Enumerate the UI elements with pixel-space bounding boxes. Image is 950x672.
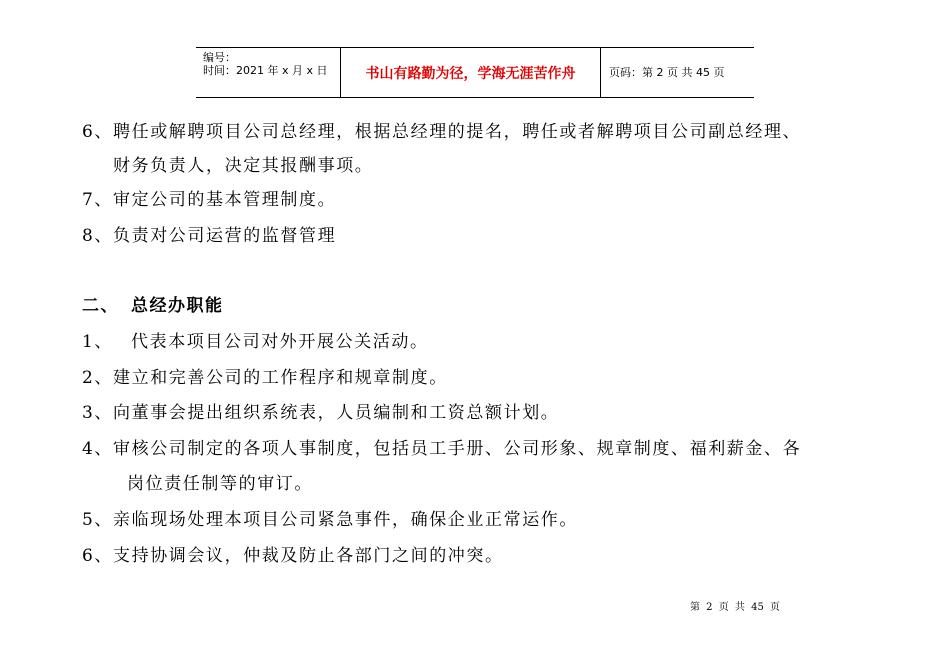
header-page-number: 页码：第 2 页 共 45 页 (609, 66, 725, 79)
header-info-cell (196, 48, 341, 97)
paragraph-line (127, 472, 313, 496)
item-text: 亲临现场处理本项目公司紧急事件，确保企业正常运作。 (113, 510, 578, 530)
item-number: 8、 (82, 226, 114, 246)
paragraph-line (82, 330, 429, 354)
paragraph-line (82, 366, 448, 390)
section-title: 总经办职能 (131, 296, 224, 316)
footer-page-number: 第 2 页 共 45 页 (690, 602, 780, 613)
paragraph-line (82, 437, 801, 461)
item-number: 6、 (82, 546, 114, 566)
item-text: 审核公司制定的各项人事制度，包括员工手册、公司形象、规章制度、福利薪金、各 (113, 439, 802, 459)
item-number: 7、 (82, 190, 114, 210)
item-number: 5、 (82, 510, 114, 530)
item-text: 代表本项目公司对外开展公关活动。 (131, 332, 429, 352)
item-number: 2、 (82, 368, 114, 388)
item-text: 财务负责人，决定其报酬事项。 (113, 156, 374, 176)
item-number: 1、 (82, 332, 114, 352)
item-text: 审定公司的基本管理制度。 (113, 190, 337, 210)
header-page-cell (601, 48, 754, 97)
paragraph-line (82, 224, 336, 248)
item-text: 支持协调会议，仲裁及防止各部门之间的冲突。 (113, 546, 504, 566)
item-text: 岗位责任制等的审订。 (127, 474, 313, 494)
item-number: 6、 (82, 122, 114, 142)
item-number: 3、 (82, 403, 114, 423)
item-text: 建立和完善公司的工作程序和规章制度。 (113, 368, 448, 388)
item-text: 向董事会提出组织系统表，人员编制和工资总额计划。 (113, 403, 560, 423)
paragraph-line (82, 120, 801, 144)
paragraph-line (82, 508, 578, 532)
item-number: 4、 (82, 439, 114, 459)
header-motto-cell (341, 48, 601, 97)
document-date: 时间：2021 年 x 月 x 日 (203, 64, 328, 77)
section-number: 二、 (82, 296, 119, 316)
paragraph-line (82, 401, 559, 425)
paragraph-line (82, 544, 504, 568)
section-heading (82, 294, 224, 318)
paragraph-line (82, 188, 336, 212)
item-text: 聘任或解聘项目公司总经理，根据总经理的提名，聘任或者解聘项目公司副总经理、 (113, 122, 802, 142)
document-number-label: 编号： (203, 51, 236, 64)
item-text: 负责对公司运营的监督管理 (113, 226, 337, 246)
header-motto: 书山有路勤为径，学海无涯苦作舟 (365, 66, 576, 82)
page-header (196, 47, 754, 98)
paragraph-line (113, 154, 373, 178)
